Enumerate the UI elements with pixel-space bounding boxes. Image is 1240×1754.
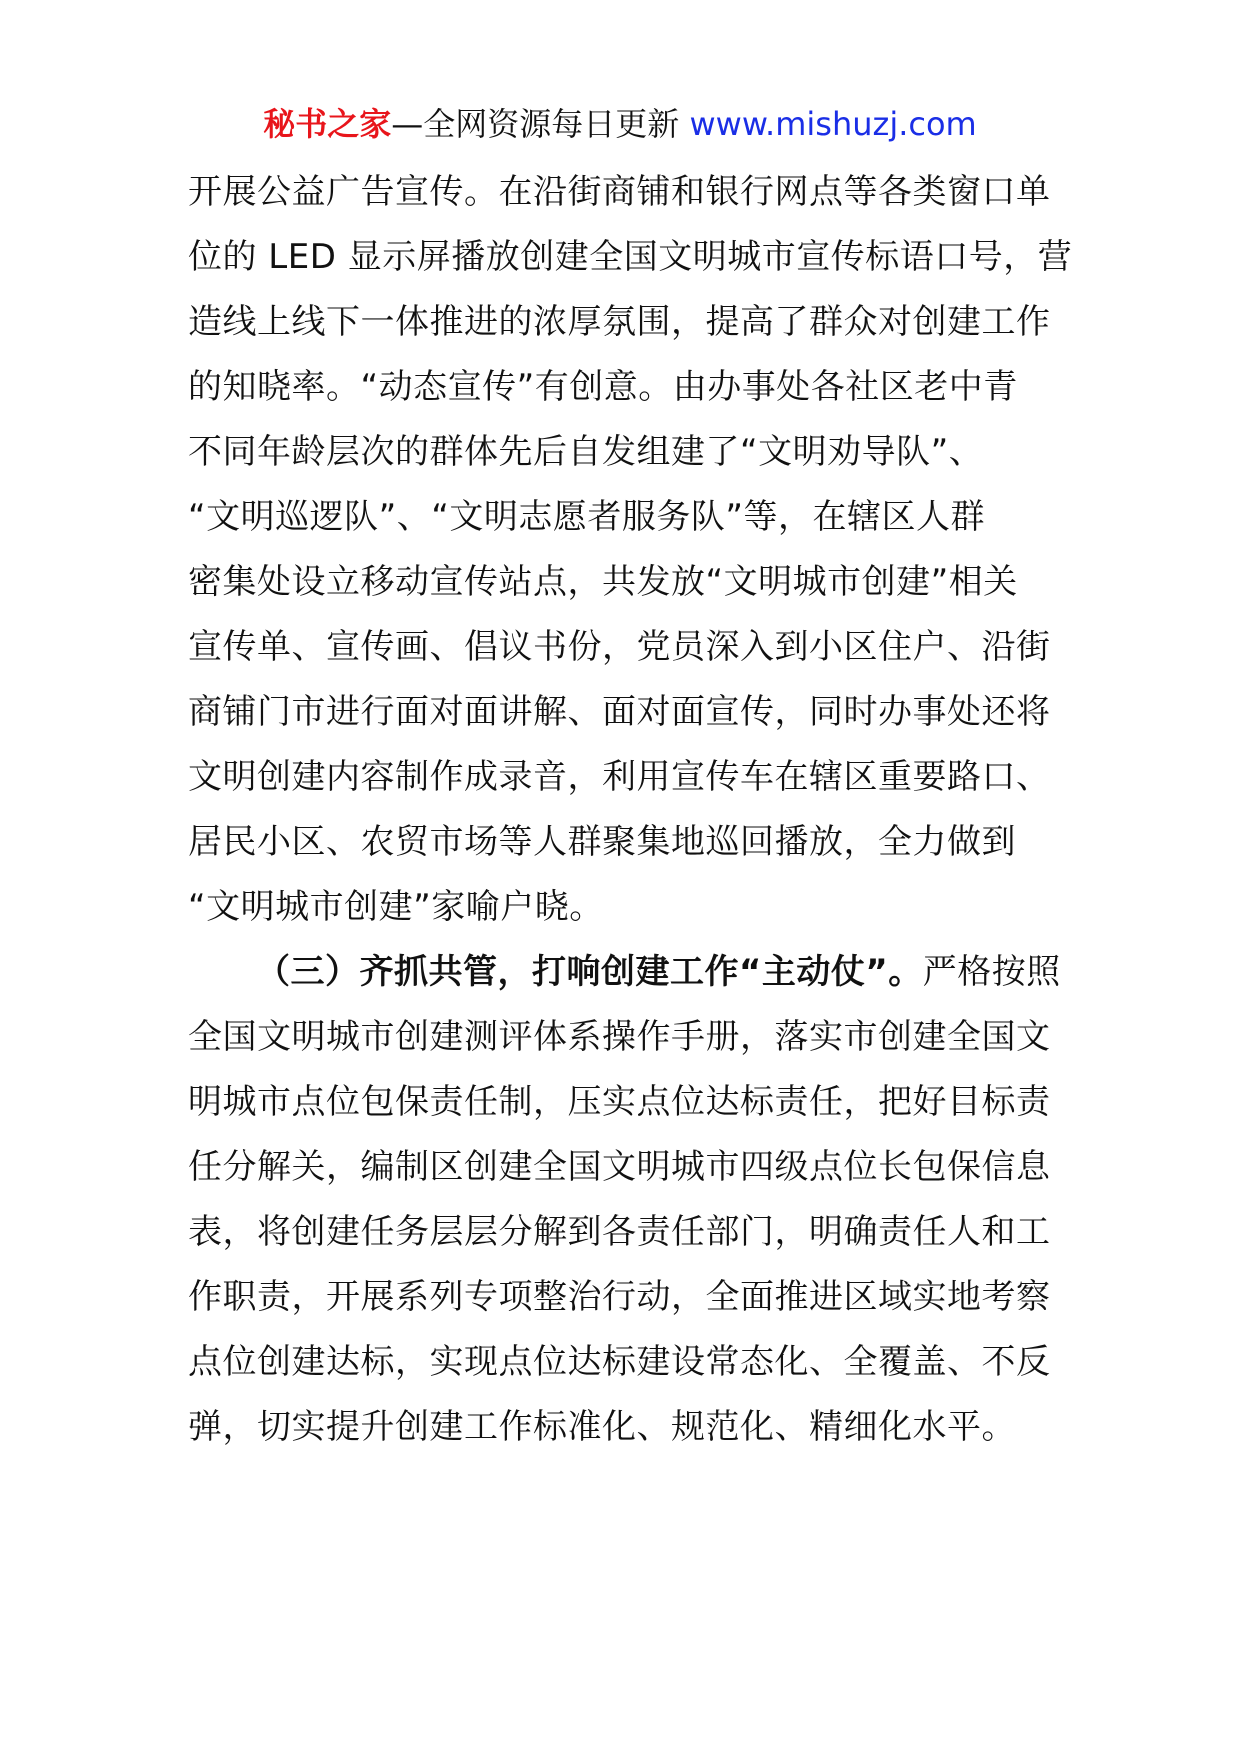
text-line: 的知晓率。“动态宣传”有创意。由办事处各社区老中青	[188, 367, 1018, 407]
text-line: “文明城市创建”家喻户晓。	[188, 887, 604, 927]
text-line: 文明创建内容制作成录音，利用宣传车在辖区重要路口、	[188, 757, 1051, 797]
text-line: 弹，切实提升创建工作标准化、规范化、精细化水平。	[188, 1407, 1016, 1447]
document-body	[188, 160, 1073, 1460]
header-brand: 秘书之家	[263, 105, 392, 143]
paragraph-1	[188, 160, 1073, 940]
text-line: 位的 LED 显示屏播放创建全国文明城市宣传标语口号，营	[188, 237, 1073, 277]
section-heading: （三）齐抓共管，打响创建工作“主动仗”。	[256, 952, 923, 992]
text-line: 作职责，开展系列专项整治行动，全面推进区域实地考察	[188, 1277, 1051, 1317]
text-line: 商铺门市进行面对面讲解、面对面宣传，同时办事处还将	[188, 692, 1051, 732]
text-line: 表，将创建任务层层分解到各责任部门，明确责任人和工	[188, 1212, 1051, 1252]
text-line: 开展公益广告宣传。在沿街商铺和银行网点等各类窗口单	[188, 172, 1051, 212]
text-line: 不同年龄层次的群体先后自发组建了“文明劝导队”、	[188, 432, 984, 472]
text-line: 明城市点位包保责任制，压实点位达标责任，把好目标责	[188, 1082, 1051, 1122]
text-line: 全国文明城市创建测评体系操作手册，落实市创建全国文	[188, 1017, 1051, 1057]
text-line-first	[188, 940, 1061, 1005]
text-line: 宣传单、宣传画、倡议书份，党员深入到小区住户、沿街	[188, 627, 1051, 667]
page-header	[0, 100, 1240, 148]
text-line: 任分解关，编制区创建全国文明城市四级点位长包保信息	[188, 1147, 1051, 1187]
text-line: 造线上线下一体推进的浓厚氛围，提高了群众对创建工作	[188, 302, 1051, 342]
text-line: 密集处设立移动宣传站点，共发放“文明城市创建”相关	[188, 562, 1018, 602]
text-line: “文明巡逻队”、“文明志愿者服务队”等，在辖区人群	[188, 497, 985, 537]
heading-continuation: 严格按照	[922, 952, 1061, 992]
header-url-link[interactable]: www.mishuzj.com	[689, 105, 977, 143]
text-line: 居民小区、农贸市场等人群聚集地巡回播放，全力做到	[188, 822, 1016, 862]
paragraph-2	[188, 940, 1061, 1460]
text-line: 点位创建达标，实现点位达标建设常态化、全覆盖、不反	[188, 1342, 1051, 1382]
header-tagline: —全网资源每日更新	[391, 105, 690, 143]
